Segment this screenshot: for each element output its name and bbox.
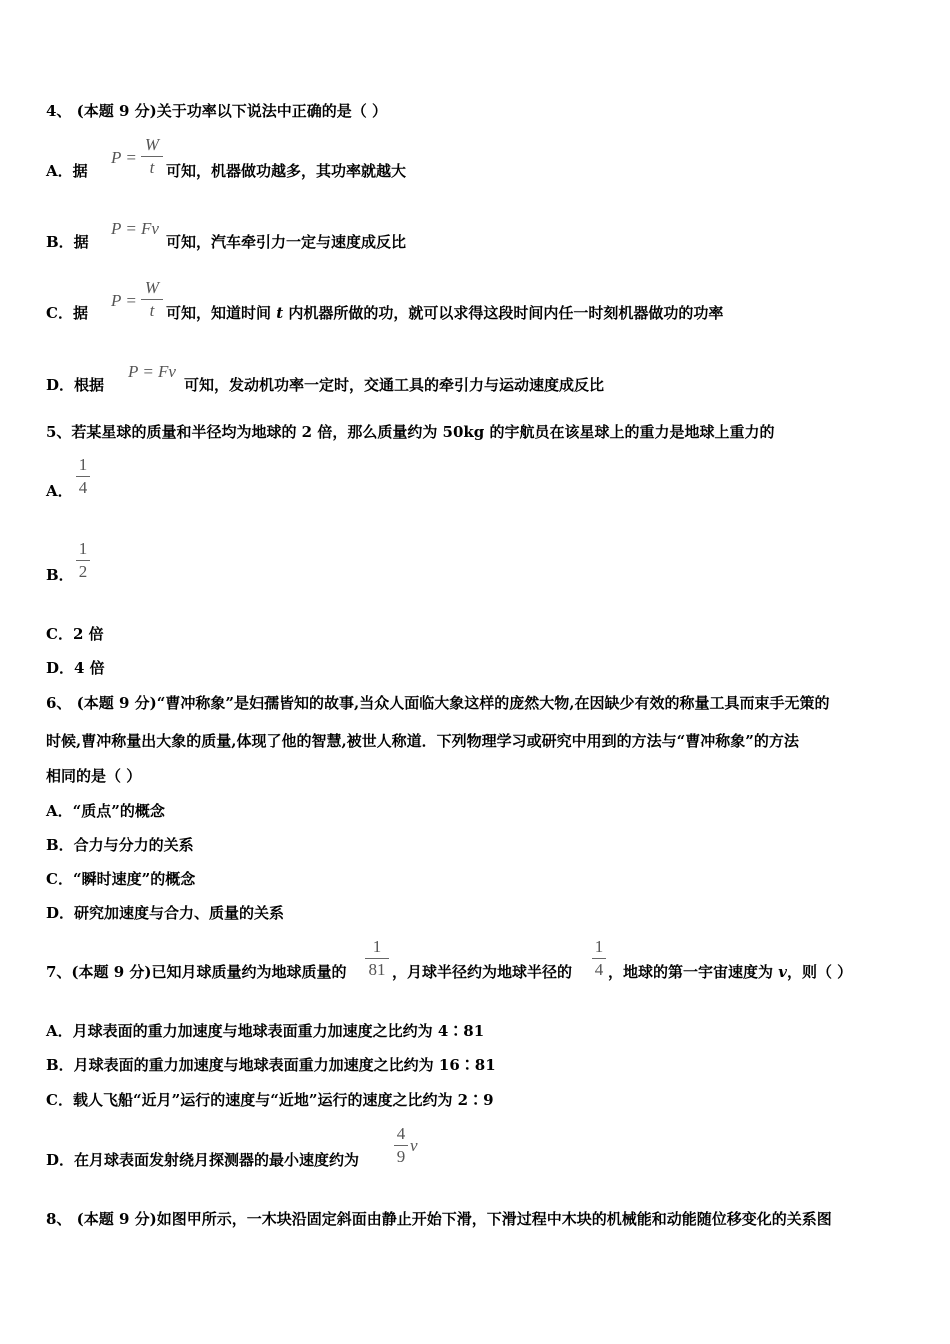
q4-option-c-prefix: C．据	[46, 304, 88, 322]
q7-option-b: B．月球表面的重力加速度与地球表面重力加速度之比约为 16∶81	[46, 1056, 496, 1074]
q5-a-den: 4	[78, 478, 88, 497]
q4-option-a-suffix: 可知，机器做功越多，其功率就越大	[166, 162, 407, 180]
q5-b-fraction	[76, 539, 90, 582]
fraction-bar	[365, 958, 389, 959]
fraction-bar	[76, 476, 90, 477]
q8-stem: 8、 (本题 9 分)如图甲所示，一木块沿固定斜面由静止开始下滑，下滑过程中木块的机械能和动能随位移变化的关系图	[46, 1210, 832, 1228]
q5-a-fraction	[76, 455, 90, 498]
q5-a-num: 1	[78, 455, 88, 474]
q7-option-a: A．月球表面的重力加速度与地球表面重力加速度之比约为 4∶81	[46, 1022, 485, 1040]
q4-c-suffix-2: 内机器所做的功，就可以求得这段时间内任一时刻机器做功的功率	[283, 304, 724, 322]
q4-option-a	[46, 161, 88, 181]
q4-c-suffix-1: 可知，知道时间	[166, 304, 277, 322]
q4-a-formula-num: W	[144, 135, 160, 154]
q6-stem-line2: 时候,曹冲称量出大象的质量,体现了他的智慧,被世人称道．下列物理学习或研究中用到的方法与“曹冲称象”的方法	[46, 732, 799, 750]
q7-frac1-num: 1	[372, 937, 382, 956]
q5-option-d: D．4 倍	[46, 659, 105, 677]
q5-b-den: 2	[78, 562, 88, 581]
q5-option-c: C．2 倍	[46, 625, 104, 643]
q4-option-d-prefix: D．根据	[46, 376, 105, 394]
q7-stem-part2: ，月球半径约为地球半径的	[392, 963, 573, 981]
q7-frac2-num: 1	[594, 937, 604, 956]
q6-option-b: B．合力与分力的关系	[46, 836, 194, 854]
q7-frac2-den: 4	[594, 960, 604, 979]
q6-option-d: D．研究加速度与合力、质量的关系	[46, 904, 285, 922]
fraction-bar	[141, 156, 163, 157]
q7-option-c: C．载人飞船“近月”运行的速度与“近地”运行的速度之比约为 2∶9	[46, 1091, 494, 1109]
q4-option-c-suffix	[166, 303, 723, 323]
q7-stem-part1: 7、(本题 9 分)已知月球质量约为地球质量的	[46, 963, 347, 981]
q7-stem-part3	[608, 962, 852, 982]
q7-d-num: 4	[396, 1124, 406, 1143]
q4-c-suffix-var: t	[276, 304, 284, 322]
q4-a-formula-lhs: P =	[111, 148, 137, 167]
q5-option-a-label: A．	[46, 482, 73, 500]
q4-c-formula-den: t	[149, 301, 155, 320]
q7-stem-3: ，地球的第一宇宙速度为	[608, 963, 779, 981]
q6-option-c: C．“瞬时速度”的概念	[46, 870, 196, 888]
q7-frac1-den: 81	[368, 960, 386, 979]
q4-option-a-prefix: A．据	[46, 162, 88, 180]
q4-a-formula-fraction	[141, 135, 163, 178]
fraction-bar	[141, 299, 163, 300]
q7-d-den: 9	[396, 1147, 406, 1166]
q7-d-var: v	[410, 1136, 418, 1155]
q4-c-formula-lhs: P =	[111, 291, 137, 310]
fraction-bar	[394, 1145, 408, 1146]
q7-fraction-radius	[592, 937, 606, 980]
q4-option-d-suffix: 可知，发动机功率一定时，交通工具的牵引力与运动速度成反比	[184, 376, 605, 394]
q7-fraction-mass	[365, 937, 389, 980]
q5-option-b-label: B．	[46, 566, 74, 584]
fraction-bar	[592, 958, 606, 959]
q4-c-formula-fraction	[141, 278, 163, 321]
q6-stem-line3: 相同的是（ ）	[46, 767, 142, 785]
fraction-bar	[76, 560, 90, 561]
q5-b-num: 1	[78, 539, 88, 558]
q4-stem: 4、 (本题 9 分)关于功率以下说法中正确的是（ ）	[46, 102, 387, 120]
q7-option-d-prefix: D．在月球表面发射绕月探测器的最小速度约为	[46, 1151, 360, 1169]
q6-stem-line1: 6、 (本题 9 分)“曹冲称象”是妇孺皆知的故事,当众人面临大象这样的庞然大物,在因缺少有效的称量工具而束手无策的	[46, 694, 830, 712]
q7-stem-4: ，则（ ）	[786, 963, 853, 981]
q6-option-a: A．“质点”的概念	[46, 802, 165, 820]
q4-b-formula: P = Fv	[111, 219, 159, 238]
q4-option-b-prefix: B．据	[46, 233, 89, 251]
q5-stem: 5、若某星球的质量和半径均为地球的 2 倍，那么质量约为 50kg 的宇航员在该星球上的重力是地球上重力的	[46, 423, 775, 441]
q4-a-formula-den: t	[149, 158, 155, 177]
q7-stem-var: v	[778, 963, 787, 981]
q7-d-fraction	[394, 1124, 408, 1167]
q4-option-b-suffix: 可知，汽车牵引力一定与速度成反比	[166, 233, 407, 251]
q4-c-formula-num: W	[144, 278, 160, 297]
q4-d-formula: P = Fv	[128, 362, 176, 381]
